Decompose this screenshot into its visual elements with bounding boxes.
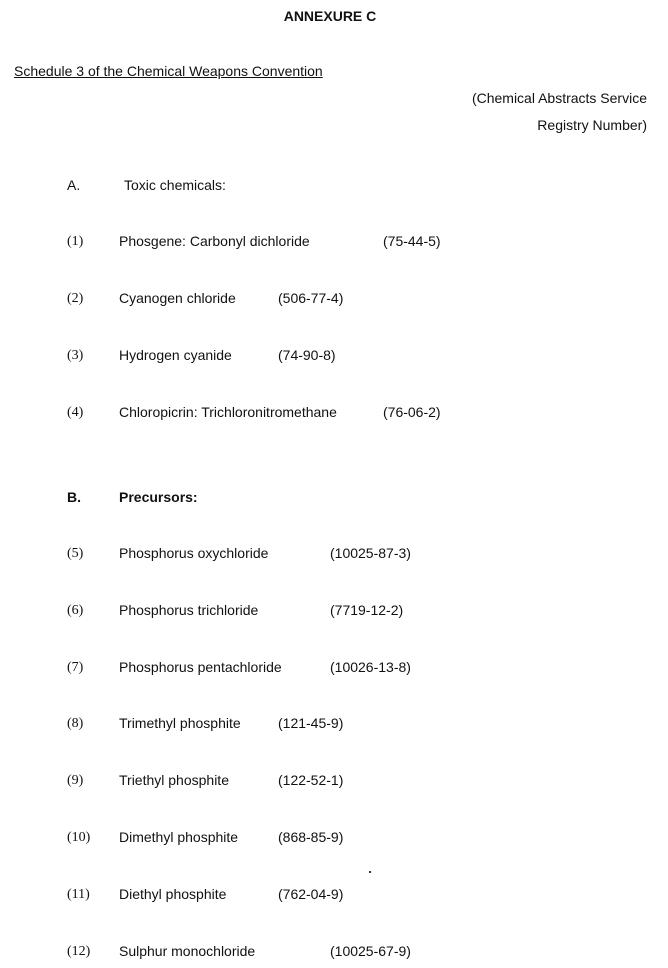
cas-number: (868-85-9) — [278, 829, 344, 845]
chemical-name: Triethyl phosphite — [119, 772, 229, 788]
cas-number: (76-06-2) — [383, 404, 441, 420]
list-item-number: (11) — [67, 887, 90, 902]
chemical-name: Diethyl phosphite — [119, 886, 227, 902]
cas-number: (121-45-9) — [278, 715, 344, 731]
list-item-number: (8) — [67, 716, 84, 731]
list-item-number: (4) — [67, 405, 84, 420]
chemical-name: Sulphur monochloride — [119, 943, 256, 959]
chemical-name: Phosphorus pentachloride — [119, 659, 282, 675]
chemical-name: Hydrogen cyanide — [119, 347, 232, 363]
cas-note-line-2: Registry Number) — [537, 117, 647, 133]
chemical-name: Chloropicrin: Trichloronitromethane — [119, 404, 337, 420]
list-item-number: (9) — [67, 773, 84, 788]
cas-number: (506-77-4) — [278, 290, 344, 306]
section-b-label: Precursors: — [119, 489, 198, 505]
cas-number: (10026-13-8) — [330, 659, 411, 675]
section-a-label: Toxic chemicals: — [124, 177, 226, 193]
annex-title: ANNEXURE C — [283, 8, 377, 24]
list-item-number: (3) — [67, 348, 84, 363]
list-item-number: (1) — [67, 234, 84, 249]
cas-number: (122-52-1) — [278, 772, 344, 788]
list-item-number: (6) — [67, 603, 84, 618]
cas-number: (75-44-5) — [383, 233, 441, 249]
cas-note-line-1: (Chemical Abstracts Service — [471, 90, 647, 106]
chemical-name: Trimethyl phosphite — [119, 715, 241, 731]
cas-number: (10025-87-3) — [330, 545, 411, 561]
chemical-name: Cyanogen chloride — [119, 290, 236, 306]
list-item-number: (12) — [67, 944, 91, 959]
cas-number: (74-90-8) — [278, 347, 336, 363]
section-a-letter: A. — [67, 177, 81, 193]
chemical-name: Phosphorus trichloride — [119, 602, 259, 618]
chemical-name: Dimethyl phosphite — [119, 829, 239, 845]
chemical-name: Phosphorus oxychloride — [119, 545, 269, 561]
chemical-name: Phosgene: Carbonyl dichloride — [119, 233, 310, 249]
list-item-number: (10) — [67, 830, 91, 845]
list-item-number: (5) — [67, 546, 84, 561]
scan-speck — [369, 871, 371, 873]
schedule-heading: Schedule 3 of the Chemical Weapons Convention — [14, 63, 323, 79]
section-b-letter: B. — [67, 489, 81, 505]
cas-number: (10025-67-9) — [330, 943, 411, 959]
cas-number: (762-04-9) — [278, 886, 344, 902]
list-item-number: (2) — [67, 291, 84, 306]
cas-number: (7719-12-2) — [330, 602, 404, 618]
list-item-number: (7) — [67, 660, 84, 675]
